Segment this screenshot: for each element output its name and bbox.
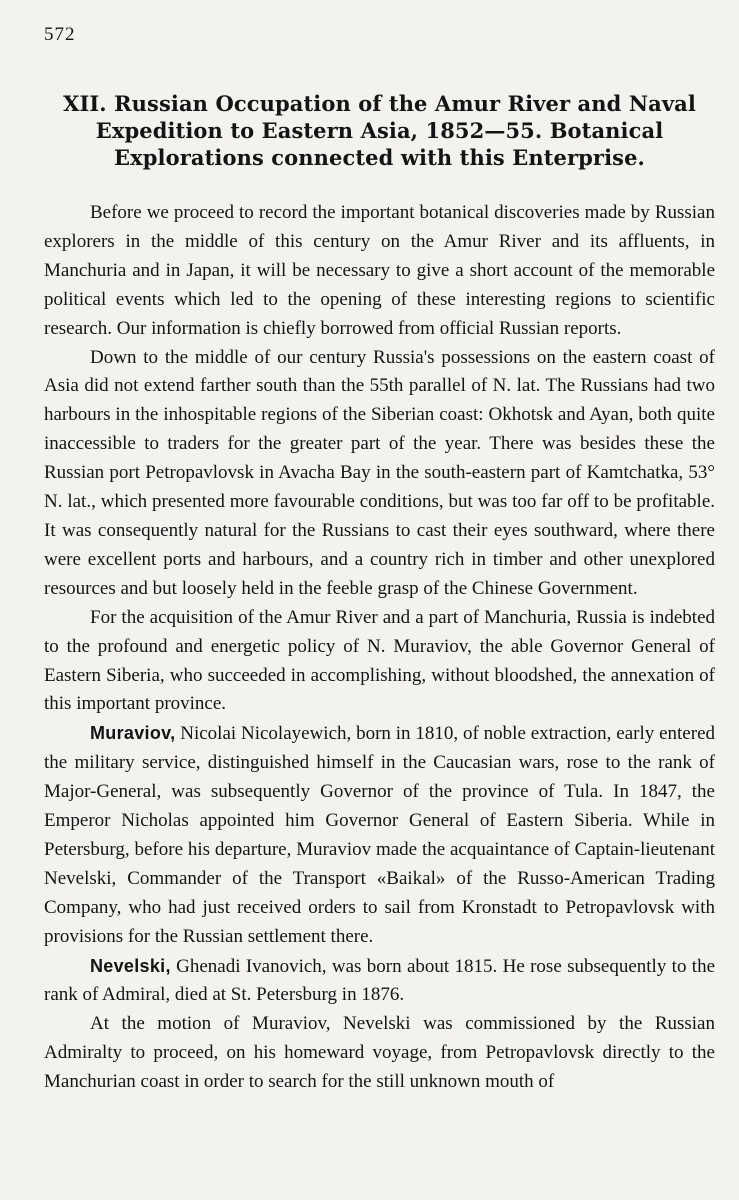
bio-entry-nevelski (44, 952, 715, 1011)
page-number: 572 (44, 24, 76, 45)
bio-entry-muraviov (44, 719, 715, 951)
bio-name-muraviov: Muraviov, (90, 723, 176, 744)
paragraph-amur-acquisition: For the acquisition of the Amur River and a part of Manchuria, Russia is indebted to the profound and energetic policy of N. Muraviov, the able Governor General of Eastern Siberia, who succeeded in accomplishing, without bloodshed, the annexation of this important province. (44, 606, 715, 715)
bio-text-muraviov: Nicolai Nicolayewich, born in 1810, of noble extraction, early entered the military service, distinguished himself in the Caucasian wars, rose to the rank of Major-General, was subsequently Governor of the province of Tula. In 1847, the Emperor Nicholas appointed him Governor General of Eastern Siberia. While in Petersburg, before his departure, Muraviov made the acquaintance of Captain-lieutenant Nevelski, Commander of the Transport «Baikal» of the Russo-American Trading Company, who had just received orders to sail from Kronstadt to Petropavlovsk with provisions for the Russian settlement there. (44, 723, 715, 947)
paragraph-russian-possessions: Down to the middle of our century Russia's possessions on the eastern coast of Asia did not extend farther south than the 55th parallel of N. lat. The Russians had two harbours in the inhospitable regions of the Siberian coast: Okhotsk and Ayan, both quite inaccessible to traders for the greater part of the year. There was besides these the Russian port Petropavlovsk in Avacha Bay in the south-eastern part of Kamtchatka, 53° N. lat., which presented more favourable conditions, but was too far off to be profitable. It was consequently natural for the Russians to cast their eyes southward, where there were excellent ports and harbours, and a country rich in timber and other unexplored resources and but loosely held in the feeble grasp of the Chinese Government. (44, 346, 715, 599)
bio-text-nevelski: Ghenadi Ivanovich, was born about 1815. He rose subsequently to the rank of Admiral, died at St. Petersburg in 1876. (44, 955, 715, 1006)
paragraph-expedition: At the motion of Muraviov, Nevelski was commissioned by the Russian Admiralty to proceed, on his homeward voyage, from Petropavlovsk directly to the Manchurian coast in order to search for the still unknown mouth of (44, 1013, 715, 1093)
paragraph-intro: Before we proceed to record the important botanical discoveries made by Russian explorers in the middle of this century on the Amur River and its affluents, in Manchuria and in Japan, it will be necessary to give a short account of the memorable political events which led to the opening of these interesting regions to scientific research. Our information is chiefly borrowed from official Russian reports. (44, 202, 715, 339)
section-title: XII. Russian Occupation of the Amur River and Naval Expedition to Eastern Asia, 1852—55. Botanical Explorations connected with this Enterprise. (63, 91, 696, 170)
body-text (44, 199, 715, 1097)
bio-name-nevelski: Nevelski, (90, 955, 171, 976)
